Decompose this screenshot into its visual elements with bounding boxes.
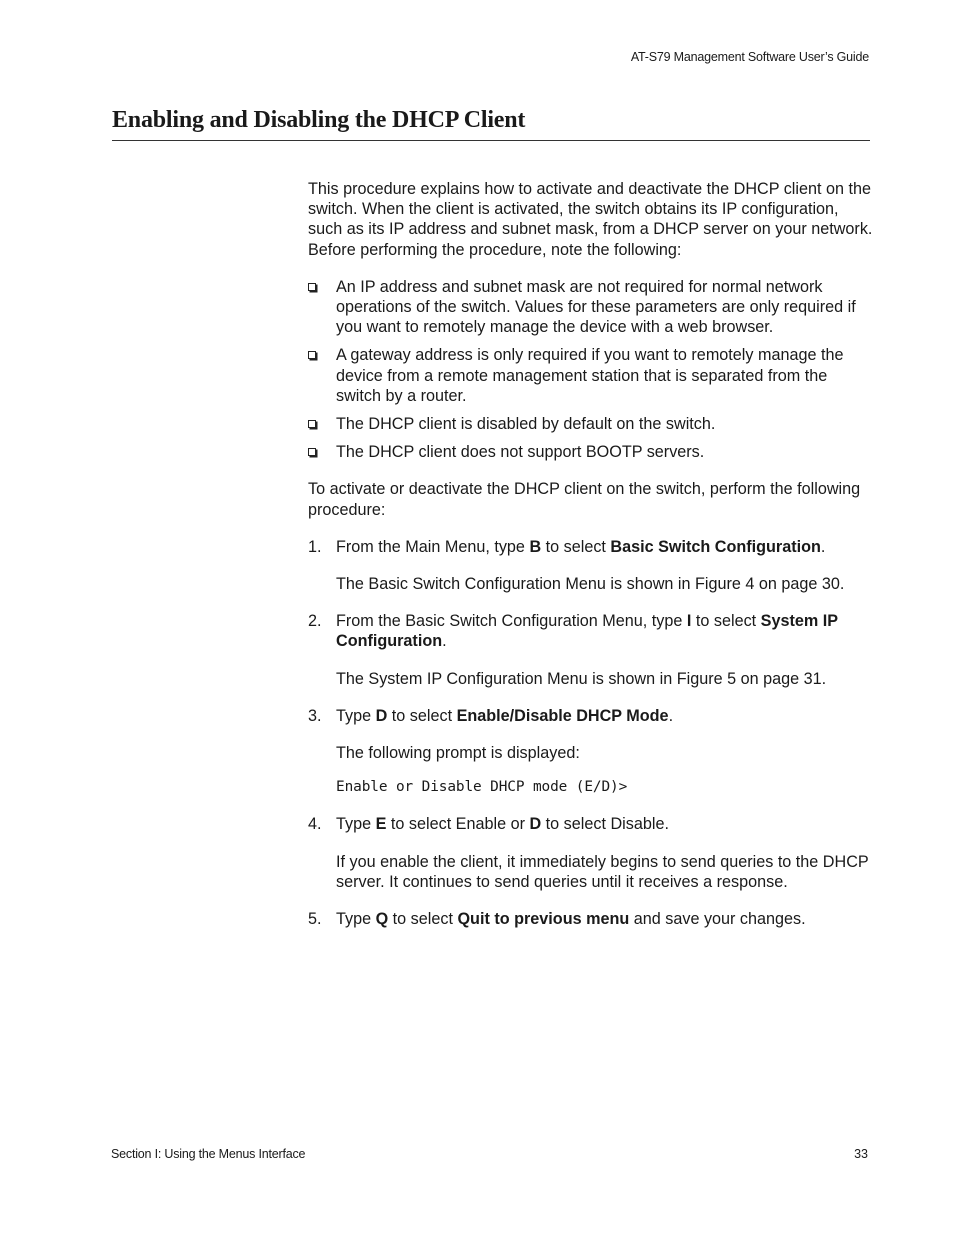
- list-item: [308, 442, 874, 462]
- list-item: [308, 277, 874, 338]
- step-text-part: to select: [387, 706, 457, 725]
- step-number: 5.: [308, 910, 322, 929]
- step-4: [308, 814, 874, 892]
- step-note: If you enable the client, it immediately begins to send queries to the DHCP server. It continues to send queries until it receives a response.: [336, 852, 869, 891]
- step-key: B: [529, 537, 542, 556]
- step-note: The following prompt is displayed:: [336, 744, 580, 763]
- step-text-part: .: [820, 537, 826, 556]
- list-item: [308, 345, 874, 406]
- step-text-part: .: [668, 706, 674, 725]
- step-key: E: [375, 815, 387, 834]
- step-3: [308, 706, 874, 798]
- footer-section: Section I: Using the Menus Interface: [111, 1147, 306, 1161]
- checkbox-bullet-icon: [308, 420, 316, 428]
- step-number: 3.: [308, 706, 322, 725]
- step-text-part: Type: [336, 910, 376, 929]
- step-number: 1.: [308, 537, 322, 556]
- step-option: Enable/Disable DHCP Mode: [456, 706, 669, 725]
- step-text-part: to select: [691, 612, 761, 631]
- step-5: [308, 909, 874, 929]
- intro-paragraph: This procedure explains how to activate and deactivate the DHCP client on the switch. When the client is activated, the switch obtains its IP configuration, such as its IP address and subnet mask, from a DHCP server on your network. Before performing the procedure, note the following:: [308, 180, 873, 259]
- step-note: The System IP Configuration Menu is shown in Figure 5 on page 31.: [336, 669, 827, 688]
- step-option: Quit to previous menu: [457, 910, 630, 929]
- step-text-part: From the Main Menu, type: [336, 537, 530, 556]
- step-key: D: [529, 815, 542, 834]
- step-text: [336, 814, 874, 834]
- step-note: The Basic Switch Configuration Menu is shown in Figure 4 on page 30.: [336, 575, 845, 594]
- body-content: [308, 179, 874, 946]
- bullet-text: A gateway address is only required if you want to remotely manage the device from a remote management station that is separated from the switch by a router.: [336, 346, 844, 405]
- step-text-part: Type: [336, 815, 376, 834]
- running-header: AT-S79 Management Software User’s Guide: [630, 50, 869, 64]
- title-rule: [112, 140, 870, 141]
- page-number: 33: [854, 1147, 868, 1161]
- step-number: 2.: [308, 612, 322, 631]
- step-text: [336, 706, 874, 726]
- checkbox-bullet-icon: [308, 283, 316, 291]
- step-text: [336, 909, 874, 929]
- step-text-part: From the Basic Switch Configuration Menu, type: [336, 612, 687, 631]
- bullet-text: The DHCP client is disabled by default on the switch.: [336, 415, 716, 434]
- procedure-intro: To activate or deactivate the DHCP client on the switch, perform the following procedure:: [308, 480, 861, 519]
- checkbox-bullet-icon: [308, 351, 316, 359]
- note-list: [308, 277, 874, 463]
- section-title: Enabling and Disabling the DHCP Client: [112, 107, 526, 133]
- step-number: 4.: [308, 815, 322, 834]
- step-key: I: [686, 612, 692, 631]
- step-text-part: .: [442, 632, 447, 651]
- step-text-part: to select: [541, 537, 611, 556]
- console-prompt: Enable or Disable DHCP mode (E/D)>: [336, 779, 628, 796]
- list-item: [308, 414, 874, 434]
- step-text: [336, 537, 874, 557]
- procedure-steps: [308, 537, 874, 929]
- step-key: Q: [375, 910, 389, 929]
- step-option: System IP Configuration: [336, 612, 838, 651]
- step-option: Basic Switch Configuration: [610, 537, 821, 556]
- step-1: [308, 537, 874, 594]
- checkbox-bullet-icon: [308, 448, 316, 456]
- bullet-text: An IP address and subnet mask are not required for normal network operations of the switch. Values for these parameters are only required if you want to remotely manage the device with a web browser.: [336, 277, 856, 337]
- step-text-part: and save your changes.: [629, 910, 806, 929]
- step-2: [308, 611, 874, 689]
- step-key: D: [375, 706, 388, 725]
- step-text-part: Type: [336, 706, 376, 725]
- bullet-text: The DHCP client does not support BOOTP servers.: [336, 443, 705, 462]
- step-text-part: to select Disable.: [541, 815, 669, 834]
- step-text-part: to select: [388, 910, 458, 929]
- step-text-part: to select Enable or: [386, 815, 530, 834]
- step-text: [336, 611, 874, 651]
